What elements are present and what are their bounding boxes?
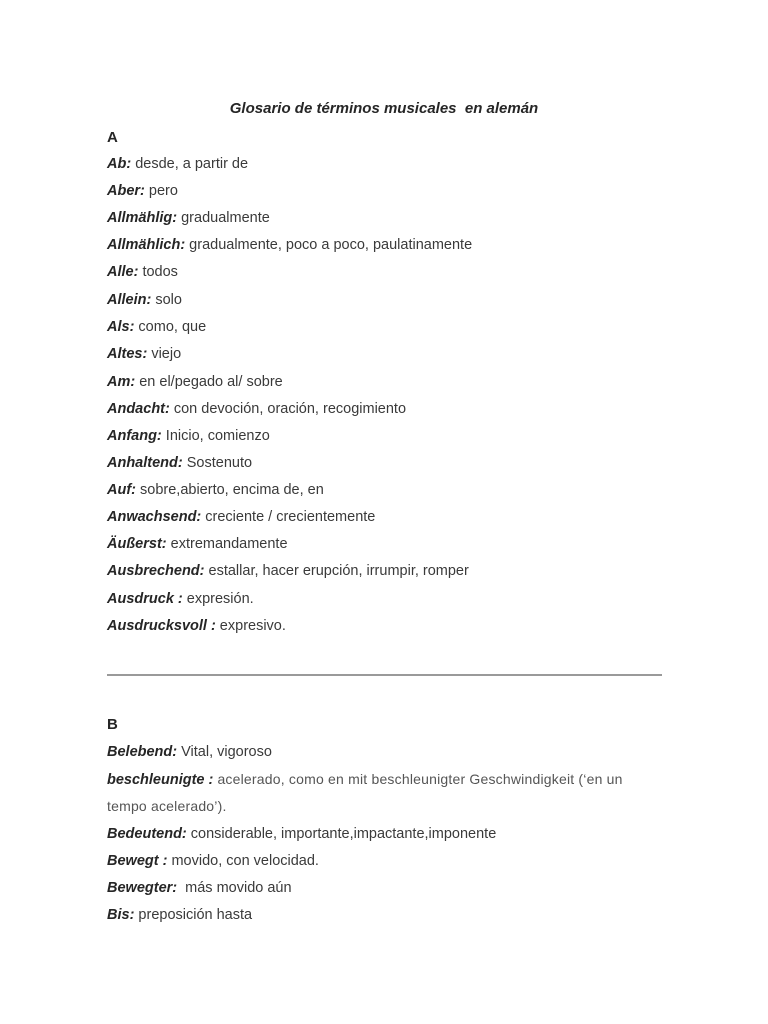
section-letter-b: B xyxy=(107,716,118,733)
entry-term: Allmählich: xyxy=(107,237,186,253)
glossary-entry xyxy=(107,535,288,553)
glossary-entry xyxy=(107,209,270,227)
glossary-entry xyxy=(107,825,496,843)
entry-term: beschleunigte : xyxy=(107,772,214,788)
entry-definition: más movido aún xyxy=(177,880,292,896)
glossary-entry xyxy=(107,427,270,445)
glossary-entry xyxy=(107,400,406,418)
glossary-entry xyxy=(107,236,472,254)
entry-definition: viejo xyxy=(147,346,182,362)
entry-definition: preposición hasta xyxy=(134,907,253,923)
entry-definition: en el/pegado al/ sobre xyxy=(135,374,283,390)
entry-definition-continuation: tempo acelerado’). xyxy=(107,798,227,814)
glossary-entry xyxy=(107,906,252,924)
entry-definition: sobre,abierto, encima de, en xyxy=(136,482,324,498)
entry-definition: considerable, importante,impactante,imponente xyxy=(186,826,497,842)
entry-definition: gradualmente, poco a poco, paulatinamente xyxy=(185,237,473,253)
glossary-entry xyxy=(107,770,623,789)
entry-term: Anhaltend: xyxy=(107,455,183,471)
glossary-entry xyxy=(107,291,182,309)
entry-definition: expresivo. xyxy=(215,618,286,634)
entry-term: Am: xyxy=(107,374,136,390)
entry-term: Ausdruck : xyxy=(107,591,183,607)
entry-definition: con devoción, oración, recogimiento xyxy=(169,401,407,417)
entry-definition: movido, con velocidad. xyxy=(167,853,319,869)
entry-term: Ab: xyxy=(107,156,132,172)
section-divider xyxy=(107,674,662,676)
entry-definition: como, que xyxy=(134,319,207,335)
entry-term: Als: xyxy=(107,319,135,335)
entry-term: Äußerst: xyxy=(107,536,167,552)
entry-term: Allein: xyxy=(107,292,152,308)
entry-term: Allmählig: xyxy=(107,210,178,226)
glossary-entry xyxy=(107,155,248,173)
entry-definition: desde, a partir de xyxy=(131,156,249,172)
entry-definition: pero xyxy=(144,183,178,199)
glossary-entry xyxy=(107,454,252,472)
glossary-entry xyxy=(107,743,272,761)
entry-definition: gradualmente xyxy=(177,210,270,226)
glossary-entry xyxy=(107,345,181,363)
glossary-entry xyxy=(107,879,292,897)
entry-definition: creciente / crecientemente xyxy=(201,509,376,525)
entry-definition: acelerado, como en mit beschleunigter Geschwindigkeit (‘en un xyxy=(213,771,623,787)
glossary-entry xyxy=(107,263,178,281)
entry-term: Auf: xyxy=(107,482,136,498)
entry-term: Alle: xyxy=(107,264,139,280)
glossary-entry xyxy=(107,182,178,200)
entry-definition: solo xyxy=(151,292,182,308)
glossary-entry xyxy=(107,481,324,499)
entry-term: Belebend: xyxy=(107,744,178,760)
section-letter-a: A xyxy=(107,129,118,146)
entry-term: Anwachsend: xyxy=(107,509,202,525)
glossary-entry xyxy=(107,590,254,608)
entry-definition: expresión. xyxy=(182,591,254,607)
glossary-entry xyxy=(107,617,286,635)
entry-term: Ausbrechend: xyxy=(107,563,205,579)
entry-term: Andacht: xyxy=(107,401,170,417)
glossary-entry xyxy=(107,508,375,526)
glossary-entry xyxy=(107,852,319,870)
entry-definition: Vital, vigoroso xyxy=(177,744,272,760)
entry-term: Bis: xyxy=(107,907,135,923)
entry-definition: Inicio, comienzo xyxy=(161,428,270,444)
document-title: Glosario de términos musicales en alemán xyxy=(229,100,539,117)
glossary-entry xyxy=(107,373,283,391)
entry-definition: todos xyxy=(138,264,178,280)
entry-term: Bewegter: xyxy=(107,880,178,896)
entry-definition: Sostenuto xyxy=(182,455,253,471)
entry-term: Ausdrucksvoll : xyxy=(107,618,216,634)
entry-term: Aber: xyxy=(107,183,145,199)
entry-term: Altes: xyxy=(107,346,148,362)
entry-definition: estallar, hacer erupción, irrumpir, romper xyxy=(204,563,469,579)
entry-term: Anfang: xyxy=(107,428,162,444)
entry-definition: extremandamente xyxy=(166,536,288,552)
glossary-entry xyxy=(107,562,469,580)
glossary-entry xyxy=(107,318,206,336)
entry-term: Bedeutend: xyxy=(107,826,187,842)
entry-term: Bewegt : xyxy=(107,853,168,869)
